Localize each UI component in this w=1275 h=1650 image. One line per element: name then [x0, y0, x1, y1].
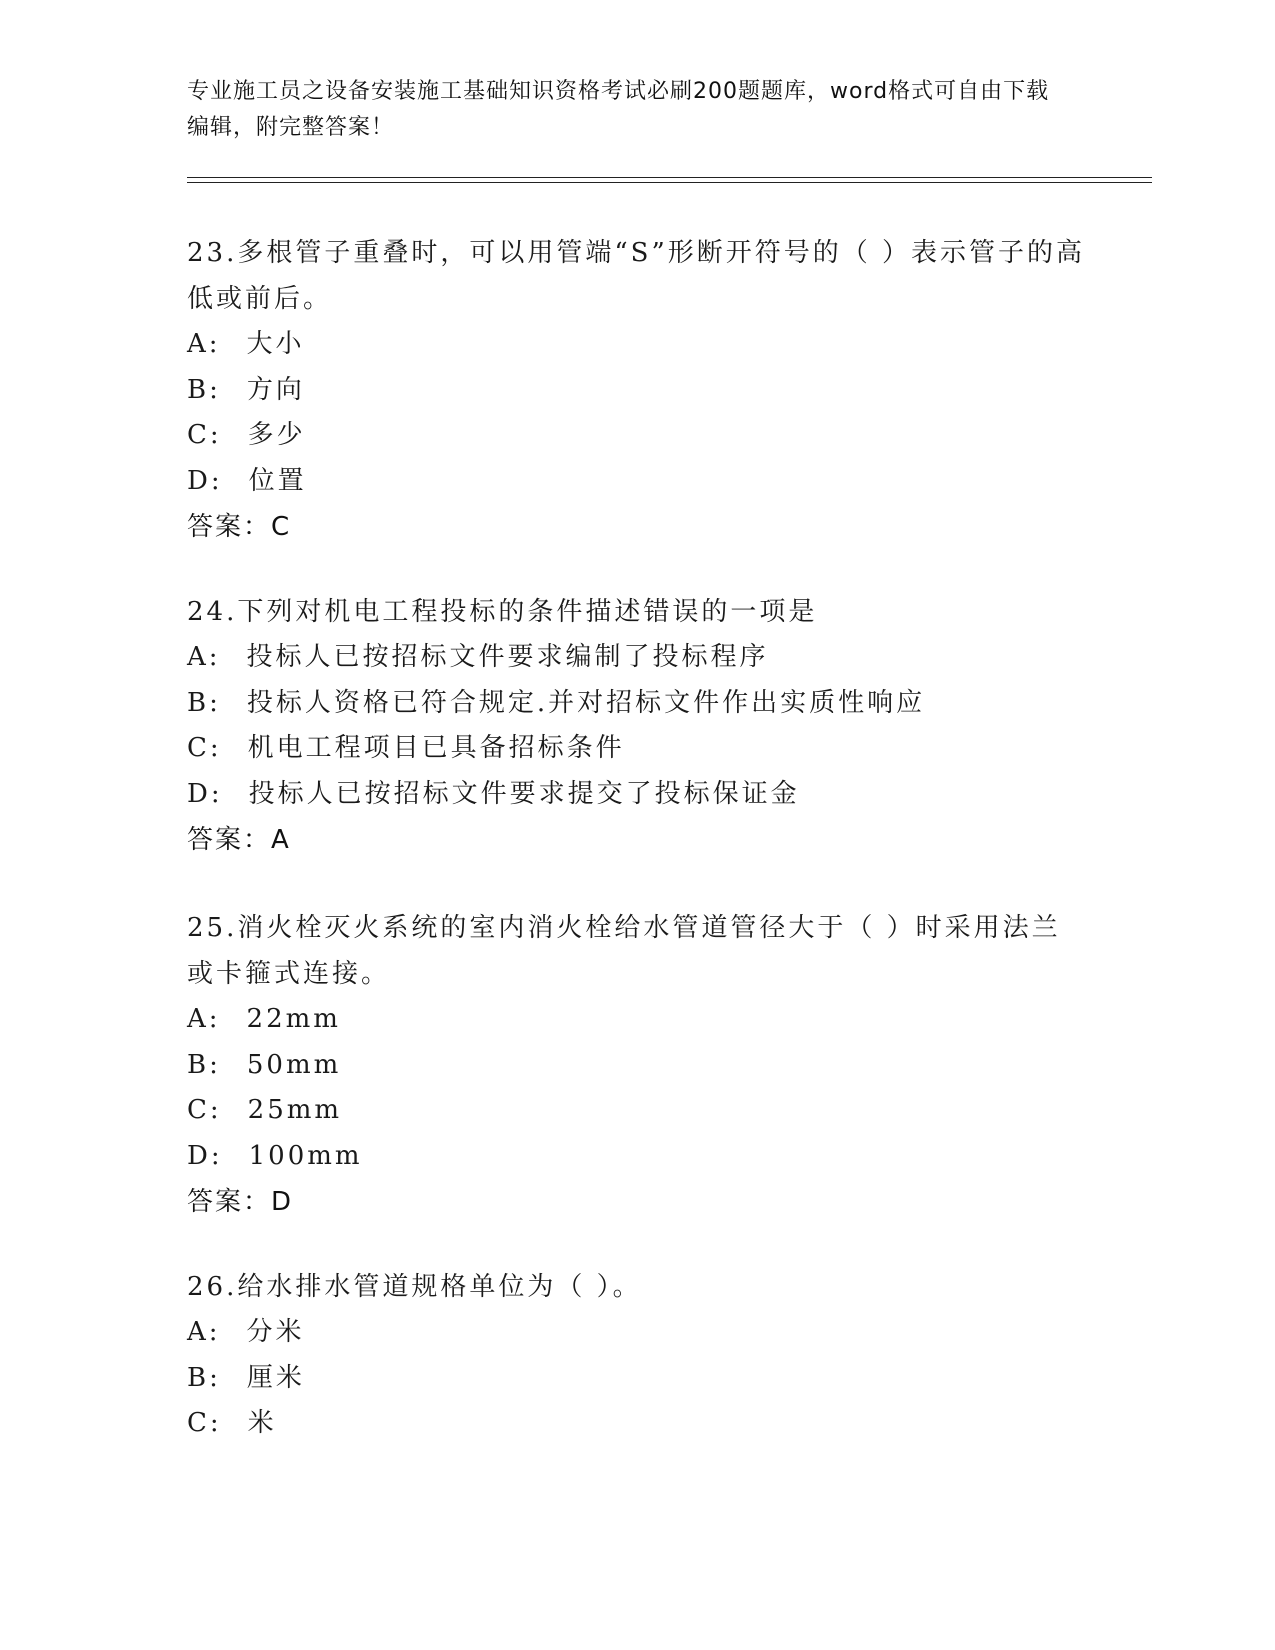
option-a	[187, 635, 1087, 681]
option-letter: A:	[187, 1317, 221, 1347]
option-text: 25mm	[247, 1095, 343, 1125]
option-letter: C:	[187, 420, 222, 450]
option-d	[187, 772, 1087, 818]
option-letter: B:	[187, 1049, 221, 1080]
option-text: 投标人已按招标文件要求提交了投标保证金	[248, 778, 800, 809]
question-24	[187, 589, 1087, 863]
option-letter: A:	[187, 1004, 221, 1034]
option-a	[187, 997, 1087, 1043]
option-letter: D:	[187, 1140, 223, 1171]
question-stem: 26.给水排水管道规格单位为（ ）。	[187, 1272, 642, 1302]
option-text: 50mm	[246, 1049, 342, 1080]
option-letter: B:	[187, 1362, 221, 1393]
option-letter: D:	[187, 778, 223, 809]
option-d	[187, 459, 1087, 505]
option-text: 厘米	[246, 1362, 305, 1393]
question-23	[187, 230, 1087, 550]
option-b	[187, 681, 1087, 727]
document-header: 专业施工员之设备安装施工基础知识资格考试必刷200题题库，word格式可自由下载编辑，附完整答案！	[187, 79, 1050, 140]
option-letter: B:	[187, 374, 221, 405]
option-text: 大小	[246, 329, 305, 359]
option-c	[187, 413, 1087, 459]
option-text: 分米	[246, 1317, 305, 1347]
option-c	[187, 726, 1087, 772]
header-divider-bottom	[187, 182, 1152, 183]
option-text: 投标人已按招标文件要求编制了投标程序	[246, 642, 769, 672]
answer: 答案：D	[187, 1187, 294, 1217]
option-text: 位置	[248, 465, 307, 496]
option-d	[187, 1134, 1087, 1180]
option-letter: C:	[187, 1408, 222, 1438]
option-b	[187, 1356, 1087, 1402]
answer: 答案：C	[187, 512, 292, 542]
option-b	[187, 368, 1087, 414]
question-25	[187, 905, 1087, 1225]
option-b	[187, 1043, 1087, 1089]
option-text: 米	[247, 1408, 277, 1438]
option-text: 投标人资格已符合规定.并对招标文件作出实质性响应	[246, 687, 926, 718]
option-letter: C:	[187, 1095, 222, 1125]
question-stem: 25.消火栓灭火系统的室内消火栓给水管道管径大于（ ）时采用法兰或卡箍式连接。	[187, 913, 1061, 989]
question-stem: 23.多根管子重叠时，可以用管端“S”形断开符号的（ ）表示管子的高低或前后。	[187, 238, 1086, 314]
question-stem: 24.下列对机电工程投标的条件描述错误的一项是	[187, 597, 818, 627]
option-a	[187, 322, 1087, 368]
option-letter: A:	[187, 329, 221, 359]
option-letter: B:	[187, 687, 221, 718]
option-a	[187, 1310, 1087, 1356]
option-c	[187, 1401, 1087, 1447]
option-text: 22mm	[246, 1004, 341, 1034]
option-text: 多少	[247, 420, 306, 450]
header-divider-top	[187, 177, 1152, 178]
option-letter: C:	[187, 733, 222, 763]
option-letter: D:	[187, 465, 223, 496]
answer: 答案：A	[187, 825, 291, 855]
option-c	[187, 1088, 1087, 1134]
option-text: 方向	[246, 374, 305, 405]
option-letter: A:	[187, 642, 221, 672]
option-text: 100mm	[248, 1140, 363, 1171]
option-text: 机电工程项目已具备招标条件	[247, 733, 625, 763]
question-26	[187, 1264, 1087, 1447]
